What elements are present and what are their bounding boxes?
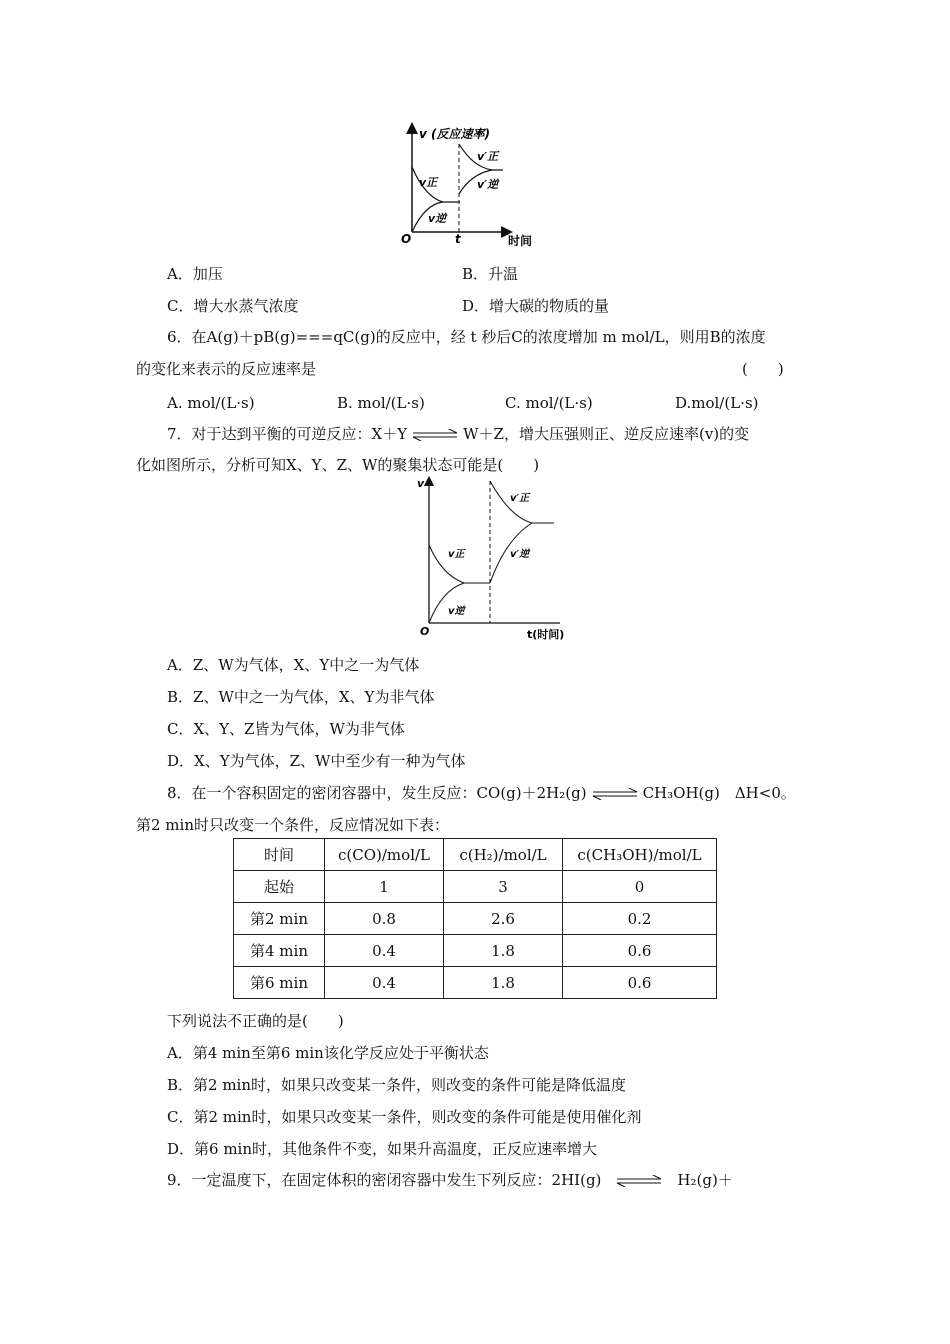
y-axis-label: v (反应速率) — [419, 127, 490, 141]
v-reverse-new-label: v′逆 — [510, 549, 530, 560]
q6-option-d: D.mol/(L·s) — [675, 394, 759, 412]
figure-1-rate-time-graph — [395, 122, 545, 250]
q6-stem-line1: 6．在A(g)＋pB(g)===qC(g)的反应中，经 t 秒后C的浓度增加 m mol/L，则用B的浓度 — [167, 328, 766, 346]
reversible-arrow-icon — [411, 429, 459, 441]
origin-label: O — [420, 625, 430, 638]
q8-stem-line2: 第2 min时只改变一个条件，反应情况如下表： — [136, 816, 449, 834]
q5-option-a: A．加压 — [167, 265, 223, 283]
table-header-row — [234, 839, 717, 871]
table-cell: 第2 min — [234, 903, 325, 935]
v-reverse-label: v逆 — [448, 606, 465, 617]
q8-stem-part2: CH₃OH(g) ΔH<0。 — [642, 784, 796, 802]
q7-stem-line2: 化如图所示，分析可知X、Y、Z、W的聚集状态可能是( ) — [136, 456, 540, 474]
q6-answer-paren: ( ) — [742, 360, 784, 378]
q8-option-b: B．第2 min时，如果只改变某一条件，则改变的条件可能是降低温度 — [167, 1076, 627, 1094]
table-header-cell: 时间 — [234, 839, 325, 871]
reversible-arrow-icon — [615, 1175, 663, 1187]
q5-option-b: B．升温 — [462, 265, 519, 283]
table-cell: 0.8 — [325, 903, 444, 935]
table-cell: 0.6 — [563, 935, 717, 967]
reversible-arrow-icon — [591, 788, 639, 800]
q6-option-b: B. mol/(L·s) — [337, 394, 425, 412]
table-cell: 1.8 — [444, 967, 563, 999]
q9-stem-part2: H₂(g)＋ — [677, 1171, 733, 1189]
v-forward-new-label: v′正 — [510, 493, 530, 504]
v-reverse-curve — [429, 583, 464, 623]
table-cell: 第6 min — [234, 967, 325, 999]
q5-option-c: C．增大水蒸气浓度 — [167, 297, 299, 315]
q8-option-c: C．第2 min时，如果只改变某一条件，则改变的条件可能是使用催化剂 — [167, 1108, 642, 1126]
q8-data-table — [233, 838, 717, 999]
q6-option-a: A. mol/(L·s) — [167, 394, 255, 412]
origin-label: O — [401, 232, 412, 246]
table-cell: 3 — [444, 871, 563, 903]
table-cell: 1.8 — [444, 935, 563, 967]
table-cell: 0.6 — [563, 967, 717, 999]
q8-stem-part1: 8．在一个容积固定的密闭容器中，发生反应：CO(g)＋2H₂(g) — [167, 784, 587, 802]
q7-option-c: C．X、Y、Z皆为气体，W为非气体 — [167, 720, 405, 738]
q6-option-c: C. mol/(L·s) — [505, 394, 593, 412]
q7-option-a: A．Z、W为气体，X、Y中之一为气体 — [167, 656, 420, 674]
q8-option-a: A．第4 min至第6 min该化学反应处于平衡状态 — [167, 1044, 489, 1062]
table-header-cell: c(H₂)/mol/L — [444, 839, 563, 871]
table-cell: 第4 min — [234, 935, 325, 967]
table-row — [234, 903, 717, 935]
v-reverse-new-label: v′逆 — [477, 178, 499, 191]
table-cell: 0.4 — [325, 967, 444, 999]
v-forward-label: v正 — [448, 549, 465, 560]
y-axis-label: v — [417, 477, 425, 490]
q8-stem-line1 — [167, 783, 796, 803]
q8-option-d: D．第6 min时，其他条件不变，如果升高温度，正反应速率增大 — [167, 1140, 598, 1158]
table-row — [234, 871, 717, 903]
v-reverse-label: v逆 — [428, 212, 447, 225]
q7-stem-part1: 7．对于达到平衡的可逆反应：X＋Y — [167, 425, 408, 443]
q7-stem-part2: W＋Z，增大压强则正、逆反应速率(v)的变 — [463, 425, 750, 443]
q6-stem-line2: 的变化来表示的反应速率是 — [136, 360, 317, 378]
v-forward-new-label: v′正 — [477, 150, 499, 163]
table-cell: 2.6 — [444, 903, 563, 935]
v-forward-label: v正 — [419, 176, 438, 189]
q9-stem-part1: 9．一定温度下，在固定体积的密闭容器中发生下列反应：2HI(g) — [167, 1171, 602, 1189]
x-axis-label: 时间 — [508, 234, 533, 248]
t-label: t — [455, 232, 461, 246]
table-cell: 0 — [563, 871, 717, 903]
q8-question: 下列说法不正确的是( ) — [167, 1012, 344, 1030]
table-row — [234, 935, 717, 967]
table-header-cell: c(CH₃OH)/mol/L — [563, 839, 717, 871]
x-axis-label: t(时间) — [527, 628, 565, 641]
table-cell: 0.2 — [563, 903, 717, 935]
table-cell: 起始 — [234, 871, 325, 903]
q5-option-d: D．增大碳的物质的量 — [462, 297, 610, 315]
table-cell: 1 — [325, 871, 444, 903]
q7-stem-line1 — [167, 424, 749, 444]
figure-2-rate-time-graph — [412, 475, 572, 645]
table-row — [234, 967, 717, 999]
table-cell: 0.4 — [325, 935, 444, 967]
q7-option-d: D．X、Y为气体，Z、W中至少有一种为气体 — [167, 752, 466, 770]
q9-stem-line1 — [167, 1170, 733, 1190]
q7-option-b: B．Z、W中之一为气体，X、Y为非气体 — [167, 688, 435, 706]
table-header-cell: c(CO)/mol/L — [325, 839, 444, 871]
